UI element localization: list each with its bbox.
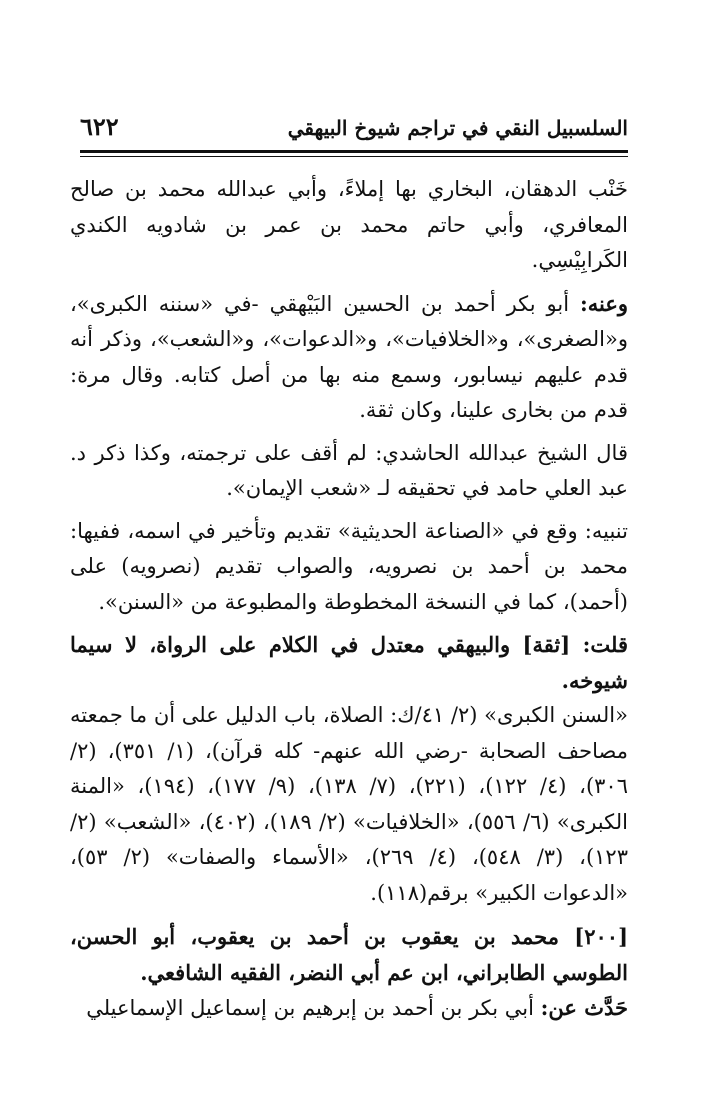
narrated-from-label: حَدَّث عن:	[540, 995, 628, 1020]
page-header	[80, 112, 628, 150]
running-title: السلسبيل النقي في تراجم شيوخ البيهقي	[287, 116, 628, 140]
paragraph-warning: تنبيه: وقع في «الصناعة الحديثية» تقديم وتأخير في اسمه، ففيها: محمد بن أحمد بن نصرويه، والصواب تقديم (نصرويه) على (أحمد)، كما في النسخة المخطوطة والمطبوعة من «السنن».	[70, 518, 628, 614]
students-text: أبو بكر أحمد بن الحسين البَيْهقي -في «سننه الكبرى»، و«الصغرى»، و«الخلافيات»، و«الدعوات»، و«الشعب»، وذكر أنه قدم عليهم نيسابور، وسمع منه بها من أصل كتابه. وقال مرة: قدم من بخارى علينا، وكان ثقة.	[70, 291, 628, 422]
paragraph-continuation: خَنْب الدهقان، البخاري بها إملاءً، وأبي عبدالله محمد بن صالح المعافري، وأبي حاتم محمد بن عمر بن شادويه الكندي الكَرابِيْسِي.	[70, 177, 628, 272]
page-number: ٦٢٢	[80, 112, 119, 141]
entry-heading-200: [٢٠٠] محمد بن يعقوب بن أحمد بن يعقوب، أبو الحسن، الطوسي الطابراني، ابن عم أبي النضر، الفقيه الشافعي.	[70, 924, 628, 985]
paragraph-students	[70, 286, 628, 429]
header-rule-thin	[80, 156, 628, 157]
page-body	[70, 172, 628, 1027]
narrated-from-text: أبي بكر بن أحمد بن إبرهيم بن إسماعيل الإسماعيلي	[86, 996, 541, 1020]
header-rule-thick	[80, 150, 628, 153]
paragraph-references: «السنن الكبرى» (٢/ ٤١/ك: الصلاة، باب الدليل على أن ما جمعته مصاحف الصحابة -رضي الله عنهم- كله قرآن)، (١/ ٣٥١)، (٢/ ٣٠٦)، (٤/ ١٢٢)، (٢٢١)، (٧/ ١٣٨)، (٩/ ١٧٧)، (١٩٤)، «المنة الكبرى» (٦/ ٥٥٦)، «الخلافيات» (٢/ ١٨٩)، (٤٠٢)، «الشعب» (٢/ ١٢٣)، (٣/ ٥٤٨)، (٤/ ٢٦٩)، «الأسماء والصفات» (٢/ ٥٣)، «الدعوات الكبير» برقم(١١٨).	[70, 703, 628, 905]
paragraph-narrated-from	[70, 990, 628, 1027]
students-label: وعنه:	[579, 290, 628, 316]
paragraph-verdict: قلت: [ثقة] والبيهقي معتدل في الكلام على الرواة، لا سيما شيوخه.	[70, 632, 628, 693]
paragraph-hashidi-note: قال الشيخ عبدالله الحاشدي: لم أقف على ترجمته، وكذا ذكر د. عبد العلي حامد في تحقيقه لـ «شعب الإيمان».	[70, 440, 628, 500]
